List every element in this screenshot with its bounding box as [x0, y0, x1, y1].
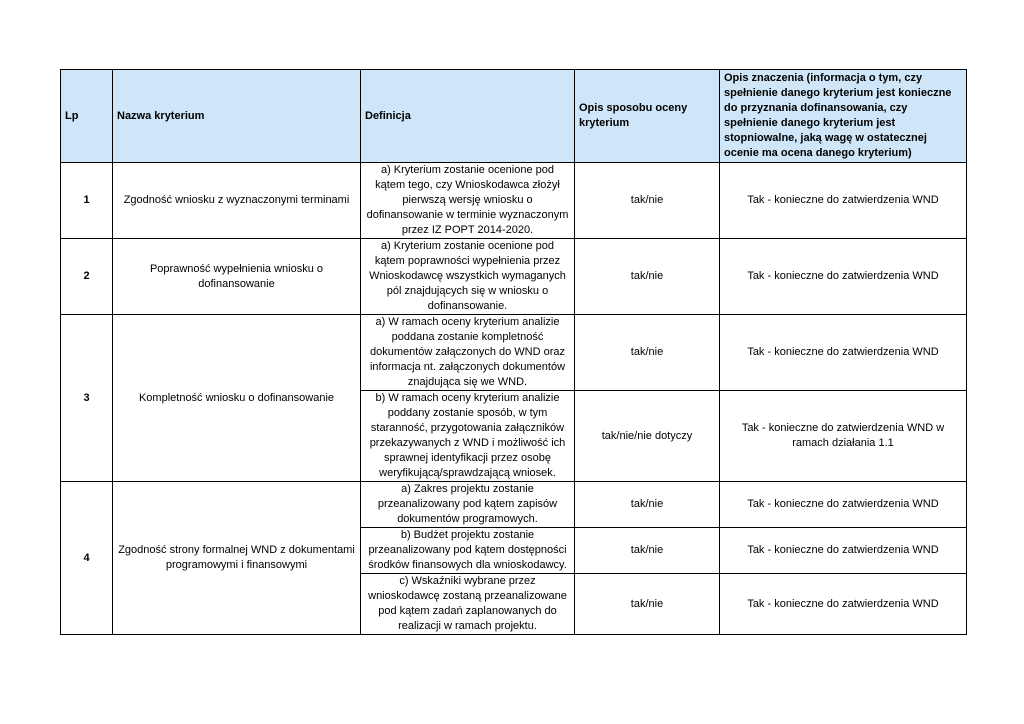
row-definition: b) W ramach oceny kryterium analizie poddany zostanie sposób, w tym staranność, przygotowania załączników przekazywanych z WND i możliwość ich sprawnej identyfikacji przez osobę weryfikującą/sprawdzającą wniosek. — [361, 391, 575, 482]
row-criterion-name: Zgodność strony formalnej WND z dokumentami programowymi i finansowymi — [113, 482, 361, 635]
row-criterion-name: Kompletność wniosku o dofinansowanie — [113, 315, 361, 482]
table-row — [61, 482, 967, 528]
row-lp: 4 — [61, 482, 113, 635]
row-method: tak/nie — [575, 574, 720, 635]
row-criterion-name: Zgodność wniosku z wyznaczonymi terminami — [113, 163, 361, 239]
row-lp: 1 — [61, 163, 113, 239]
row-method: tak/nie/nie dotyczy — [575, 391, 720, 482]
row-criterion-name: Poprawność wypełnienia wniosku o dofinansowanie — [113, 239, 361, 315]
row-significance: Tak - konieczne do zatwierdzenia WND — [720, 239, 967, 315]
header-definition: Definicja — [361, 70, 575, 163]
row-lp: 2 — [61, 239, 113, 315]
row-method: tak/nie — [575, 239, 720, 315]
table-row — [61, 163, 967, 239]
row-significance: Tak - konieczne do zatwierdzenia WND — [720, 315, 967, 391]
header-method: Opis sposobu oceny kryterium — [575, 70, 720, 163]
table-row — [61, 239, 967, 315]
table-header-row — [61, 70, 967, 163]
row-definition: c) Wskaźniki wybrane przez wnioskodawcę zostaną przeanalizowane pod kątem zadań zaplanowanych do realizacji w ramach projektu. — [361, 574, 575, 635]
row-method: tak/nie — [575, 315, 720, 391]
header-lp: Lp — [61, 70, 113, 163]
row-significance: Tak - konieczne do zatwierdzenia WND — [720, 528, 967, 574]
row-definition: a) Kryterium zostanie ocenione pod kątem poprawności wypełnienia przez Wnioskodawcę wszystkich wymaganych pól znajdujących się w wniosku o dofinansowanie. — [361, 239, 575, 315]
row-significance: Tak - konieczne do zatwierdzenia WND — [720, 574, 967, 635]
row-method: tak/nie — [575, 163, 720, 239]
header-name: Nazwa kryterium — [113, 70, 361, 163]
table-row — [61, 315, 967, 391]
row-definition: a) Kryterium zostanie ocenione pod kątem tego, czy Wnioskodawca złożył pierwszą wersję wniosku o dofinansowanie w terminie wyznaczonym przez IZ POPT 2014-2020. — [361, 163, 575, 239]
row-definition: a) W ramach oceny kryterium analizie poddana zostanie kompletność dokumentów załączonych do WND oraz informacja nt. załączonych dokumentów znajdująca się we WND. — [361, 315, 575, 391]
criteria-table — [60, 69, 967, 635]
row-method: tak/nie — [575, 482, 720, 528]
row-significance: Tak - konieczne do zatwierdzenia WND — [720, 482, 967, 528]
row-lp: 3 — [61, 315, 113, 482]
row-definition: a) Zakres projektu zostanie przeanalizowany pod kątem zapisów dokumentów programowych. — [361, 482, 575, 528]
row-significance: Tak - konieczne do zatwierdzenia WND — [720, 163, 967, 239]
row-method: tak/nie — [575, 528, 720, 574]
header-significance: Opis znaczenia (informacja o tym, czy spełnienie danego kryterium jest konieczne do przyznania dofinansowania, czy spełnienie danego kryterium jest stopniowalne, jaką wagę w ostatecznej ocenie ma ocena danego kryterium) — [720, 70, 967, 163]
row-significance: Tak - konieczne do zatwierdzenia WND w ramach działania 1.1 — [720, 391, 967, 482]
row-definition: b) Budżet projektu zostanie przeanalizowany pod kątem dostępności środków finansowych dla wnioskodawcy. — [361, 528, 575, 574]
